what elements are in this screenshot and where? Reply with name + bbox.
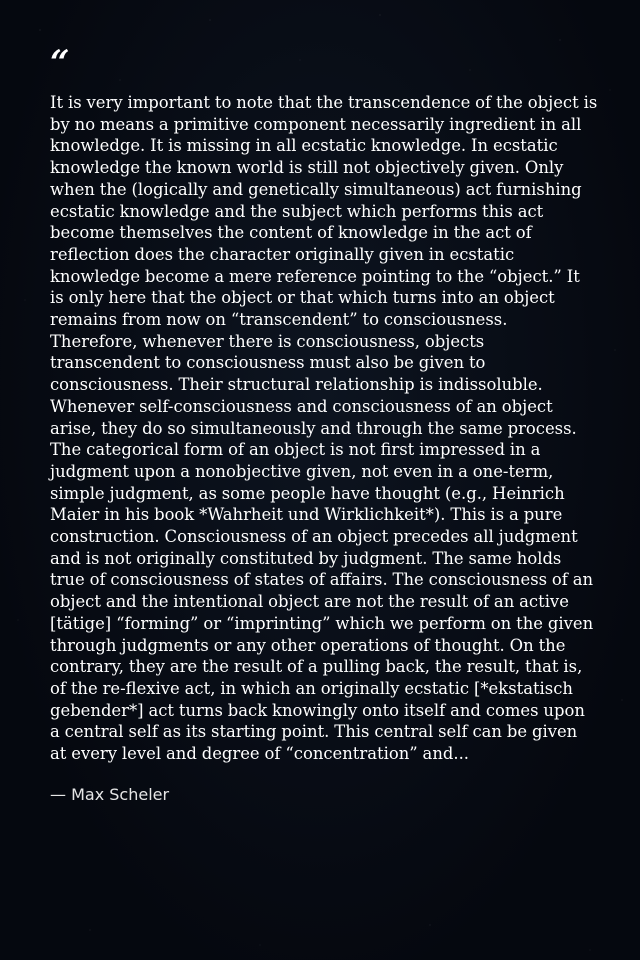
quote-text: It is very important to note that the transcendence of the object is by no means a primitive component necessarily ingredient in all knowledge. It is missing in all ecstatic knowledge. In ecstatic knowledge the known world is still not objectively given. Only when the (logically and genetically simultaneous) act furnishing ecstatic knowledge and the subject which performs this act become themselves the content of knowledge in the act of reflection does the character originally given in ecstatic knowledge become a mere reference pointing to the “object.” It is only here that the object or that which turns into an object remains from now on “transcendent” to consciousness. Therefore, whenever there is consciousness, objects transcendent to consciousness must also be given to consciousness. Their structural relationship is indissoluble. Whenever self-consciousness and consciousness of an object arise, they do so simultaneously and through the same process. The categorical form of an object is not first impressed in a judgment upon a nonobjective given, not even in a one-term, simple judgment, as some people have thought (e.g., Heinrich Maier in his book *Wahrheit und Wirklichkeit*). This is a pure construction. Consciousness of an object precedes all judgment and is not originally constituted by judgment. The same holds true of consciousness of states of affairs. The consciousness of an object and the intentional object are not the result of an active [tätige] “forming” or “imprinting” which we perform on the given through judgments or any other operations of thought. On the contrary, they are the result of a pulling back, the result, that is, of the re-flexive act, in which an originally ecstatic [*ekstatisch gebender*] act turns back knowingly onto itself and comes upon a central self as its starting point. This central self can be given at every level and degree of “concentration” and...	[50, 93, 598, 764]
quote-mark-icon: “	[50, 43, 70, 83]
quote-card	[50, 43, 598, 804]
quote-author: — Max Scheler	[50, 784, 170, 804]
